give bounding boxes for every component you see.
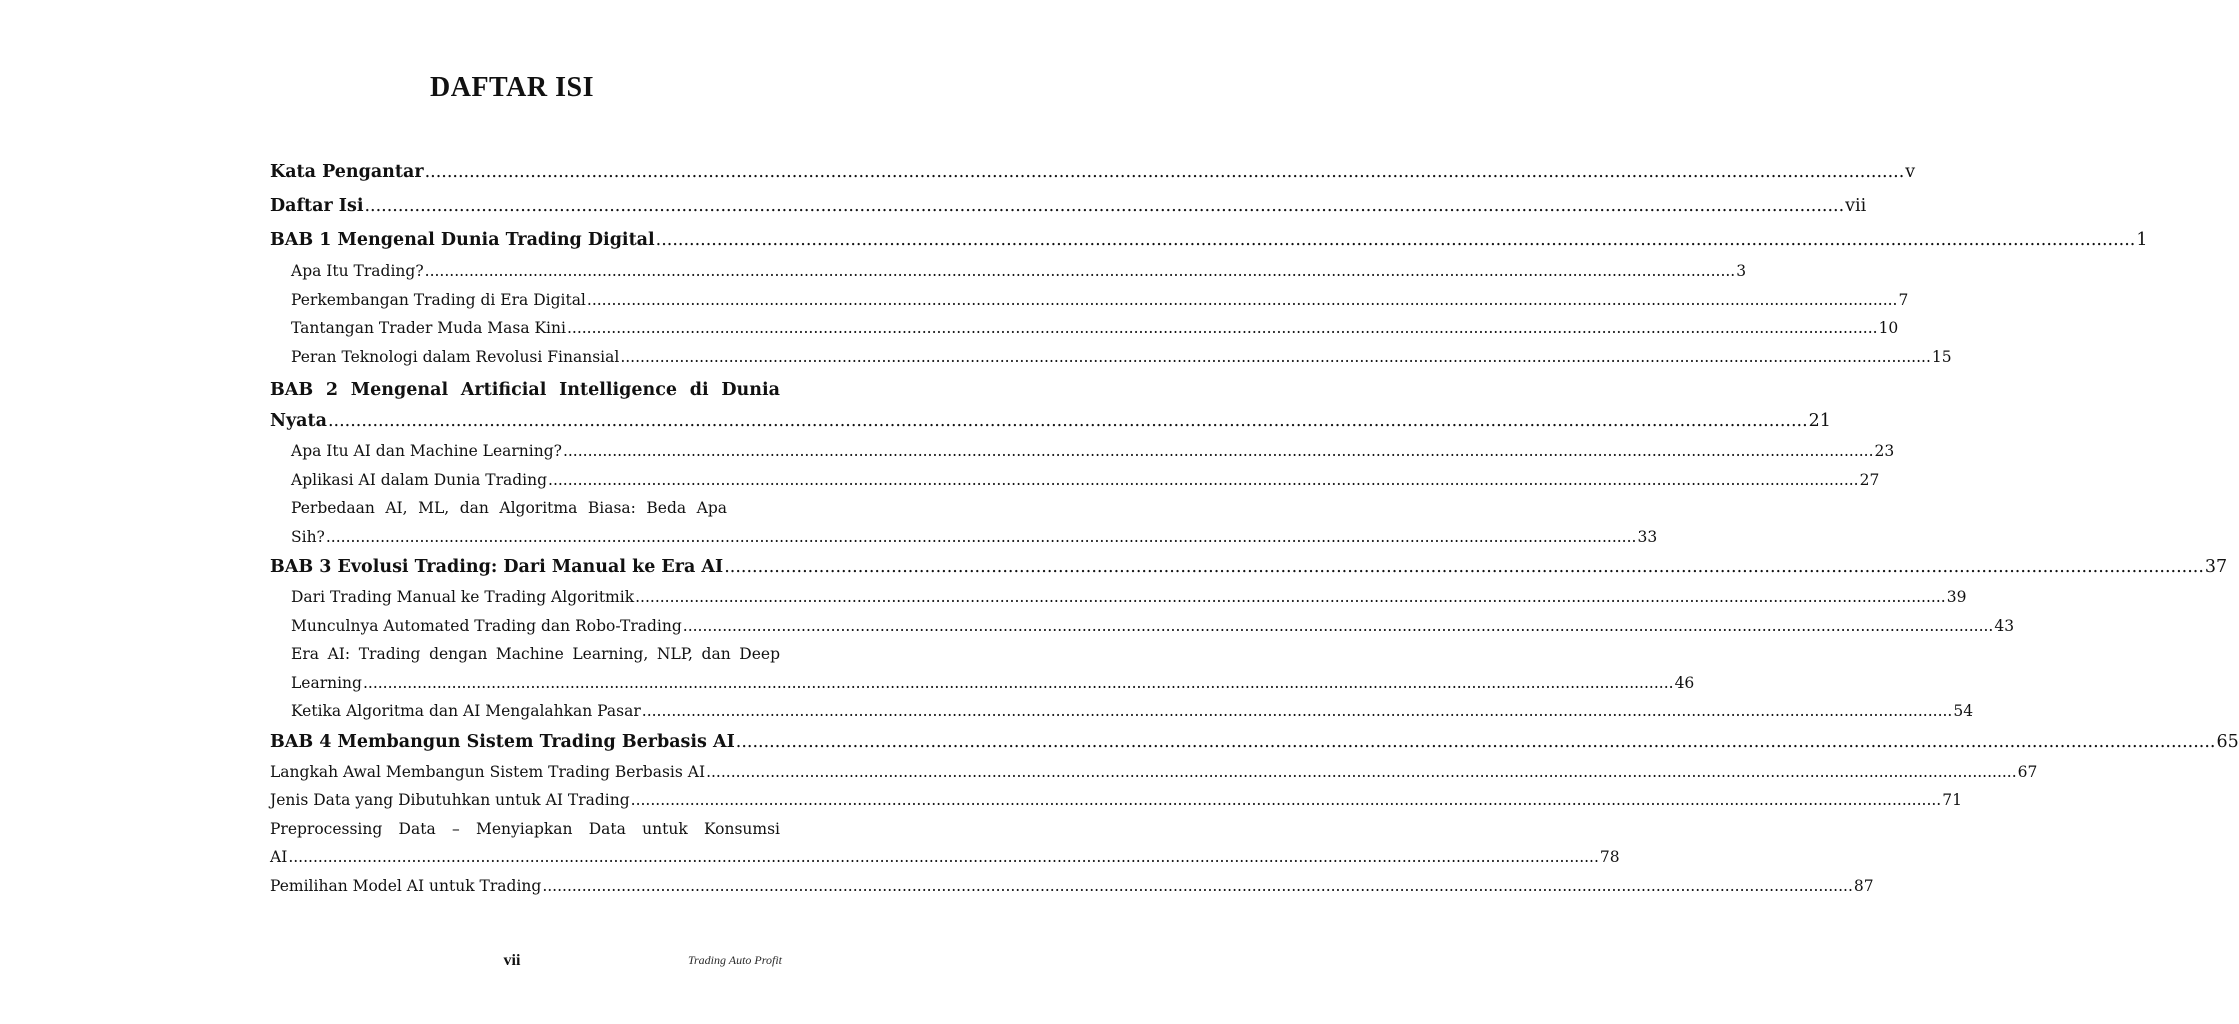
toc-entry-title: Preprocessing Data – Menyiapkan Data untuk Konsumsi <box>270 819 780 838</box>
toc-entry-page: 10 <box>1878 319 1899 337</box>
toc-chapter-title: BAB 1 Mengenal Dunia Trading Digital <box>270 230 655 250</box>
toc-entry-title: Jenis Data yang Dibutuhkan untuk AI Trading <box>270 791 630 809</box>
toc-chapter-title-cont: Nyata <box>270 411 327 431</box>
toc-subentry[interactable] <box>270 257 1747 286</box>
dot-leader <box>363 669 1674 698</box>
toc-entry-page: 54 <box>1953 702 1974 720</box>
toc-entry-title: Perbedaan AI, ML, dan Algoritma Biasa: Beda Apa <box>291 499 727 517</box>
table-of-contents <box>270 155 2239 900</box>
dot-leader <box>620 343 1931 372</box>
toc-entry-page: 15 <box>1931 347 1952 366</box>
toc-entry-title-cont: Sih? <box>291 527 325 546</box>
toc-subentry-line-1[interactable] <box>270 494 780 523</box>
dot-leader <box>656 223 2136 257</box>
toc-subentry[interactable] <box>270 583 1967 612</box>
toc-subentry[interactable] <box>270 758 2038 787</box>
toc-entry-page: 43 <box>1994 616 2015 635</box>
toc-entry-page: 78 <box>1599 848 1620 866</box>
toc-subentry-line-2[interactable] <box>270 523 1658 552</box>
toc-entry-title: Tantangan Trader Muda Masa Kini <box>291 319 566 337</box>
toc-subentry-line-1[interactable] <box>270 815 780 844</box>
toc-entry-title: Era AI: Trading dengan Machine Learning, NLP, dan Deep <box>291 645 780 663</box>
dot-leader <box>326 523 1637 552</box>
toc-chapter-bab-2-line-1[interactable] <box>270 375 780 406</box>
toc-entry-title: Munculnya Automated Trading dan Robo-Trading <box>291 616 682 635</box>
toc-entry-page: 37 <box>2204 557 2228 577</box>
toc-entry-page: 67 <box>2017 762 2038 781</box>
toc-entry-title: Ketika Algoritma dan AI Mengalahkan Pasar <box>291 702 641 720</box>
toc-entry-page: 27 <box>1859 470 1880 489</box>
toc-entry-title: Pemilihan Model AI untuk Trading <box>270 876 542 895</box>
toc-subentry[interactable] <box>270 612 2015 641</box>
toc-entry-page: 87 <box>1853 876 1874 895</box>
dot-leader <box>736 726 2216 758</box>
toc-entry-page: 65 <box>2216 731 2239 752</box>
dot-leader <box>288 843 1599 872</box>
toc-entry-daftar-isi[interactable] <box>270 189 1867 223</box>
toc-entry-page: 23 <box>1874 442 1895 460</box>
dot-leader <box>631 786 1942 815</box>
toc-subentry[interactable] <box>270 786 1962 815</box>
dot-leader <box>425 257 1736 286</box>
toc-entry-page: 1 <box>2136 230 2148 250</box>
toc-subentry[interactable] <box>270 343 1952 372</box>
page-title: DAFTAR ISI <box>430 72 594 103</box>
toc-subentry-line-1[interactable] <box>270 640 780 669</box>
toc-subentry[interactable] <box>270 872 1874 901</box>
toc-subentry[interactable] <box>270 466 1880 495</box>
toc-entry-title: Apa Itu Trading? <box>291 262 424 280</box>
toc-entry-page: 21 <box>1808 411 1831 431</box>
dot-leader <box>724 551 2204 583</box>
toc-subentry[interactable] <box>270 697 1974 726</box>
toc-chapter-bab-3[interactable] <box>270 551 2228 583</box>
toc-entry-page: 46 <box>1674 673 1695 692</box>
toc-entry-title: Peran Teknologi dalam Revolusi Finansial <box>291 347 620 366</box>
toc-subentry-line-2[interactable] <box>270 669 1695 698</box>
toc-entry-title-cont: AI <box>270 848 288 866</box>
toc-entry-title: Langkah Awal Membangun Sistem Trading Berbasis AI <box>270 762 706 781</box>
toc-entry-title: Aplikasi AI dalam Dunia Trading <box>291 470 548 489</box>
toc-entry-kata-pengantar[interactable] <box>270 155 1916 189</box>
dot-leader <box>542 872 1853 901</box>
toc-entry-page: 7 <box>1898 290 1909 309</box>
dot-leader <box>642 697 1953 726</box>
dot-leader <box>635 583 1946 612</box>
toc-subentry[interactable] <box>270 286 1909 315</box>
dot-leader <box>567 314 1878 343</box>
dot-leader <box>706 758 2017 787</box>
toc-entry-page: 33 <box>1637 527 1658 546</box>
footer-page-number: vii <box>503 952 521 969</box>
dot-leader <box>563 437 1874 466</box>
toc-chapter-bab-2-line-2[interactable] <box>270 406 1831 437</box>
toc-chapter-title: BAB 2 Mengenal Artificial Intelligence di Dunia <box>270 380 780 400</box>
dot-leader <box>548 466 1859 495</box>
toc-entry-title: Apa Itu AI dan Machine Learning? <box>291 442 562 460</box>
dot-leader <box>683 612 1994 641</box>
toc-chapter-title: BAB 4 Membangun Sistem Trading Berbasis AI <box>270 731 735 752</box>
dot-leader <box>587 286 1898 315</box>
toc-subentry[interactable] <box>270 437 1895 466</box>
toc-entry-page: v <box>1905 162 1916 182</box>
toc-entry-page: 39 <box>1946 588 1967 606</box>
toc-entry-title-cont: Learning <box>291 673 362 692</box>
toc-entry-title: Dari Trading Manual ke Trading Algoritmik <box>291 588 635 606</box>
toc-subentry[interactable] <box>270 314 1899 343</box>
toc-subentry-line-2[interactable] <box>270 843 1620 872</box>
toc-chapter-bab-4[interactable] <box>270 726 2239 758</box>
dot-leader <box>364 189 1844 223</box>
toc-entry-page: 3 <box>1736 262 1747 280</box>
dot-leader <box>328 406 1808 437</box>
footer-book-title: Trading Auto Profit <box>687 953 782 967</box>
toc-entry-title: Kata Pengantar <box>270 162 424 182</box>
toc-entry-title: Perkembangan Trading di Era Digital <box>291 290 586 309</box>
toc-chapter-bab-1[interactable] <box>270 223 2148 257</box>
toc-entry-page: vii <box>1845 196 1867 216</box>
dot-leader <box>425 155 1905 189</box>
toc-chapter-title: BAB 3 Evolusi Trading: Dari Manual ke Era AI <box>270 557 724 577</box>
toc-entry-page: 71 <box>1942 791 1962 809</box>
toc-entry-title: Daftar Isi <box>270 196 364 216</box>
